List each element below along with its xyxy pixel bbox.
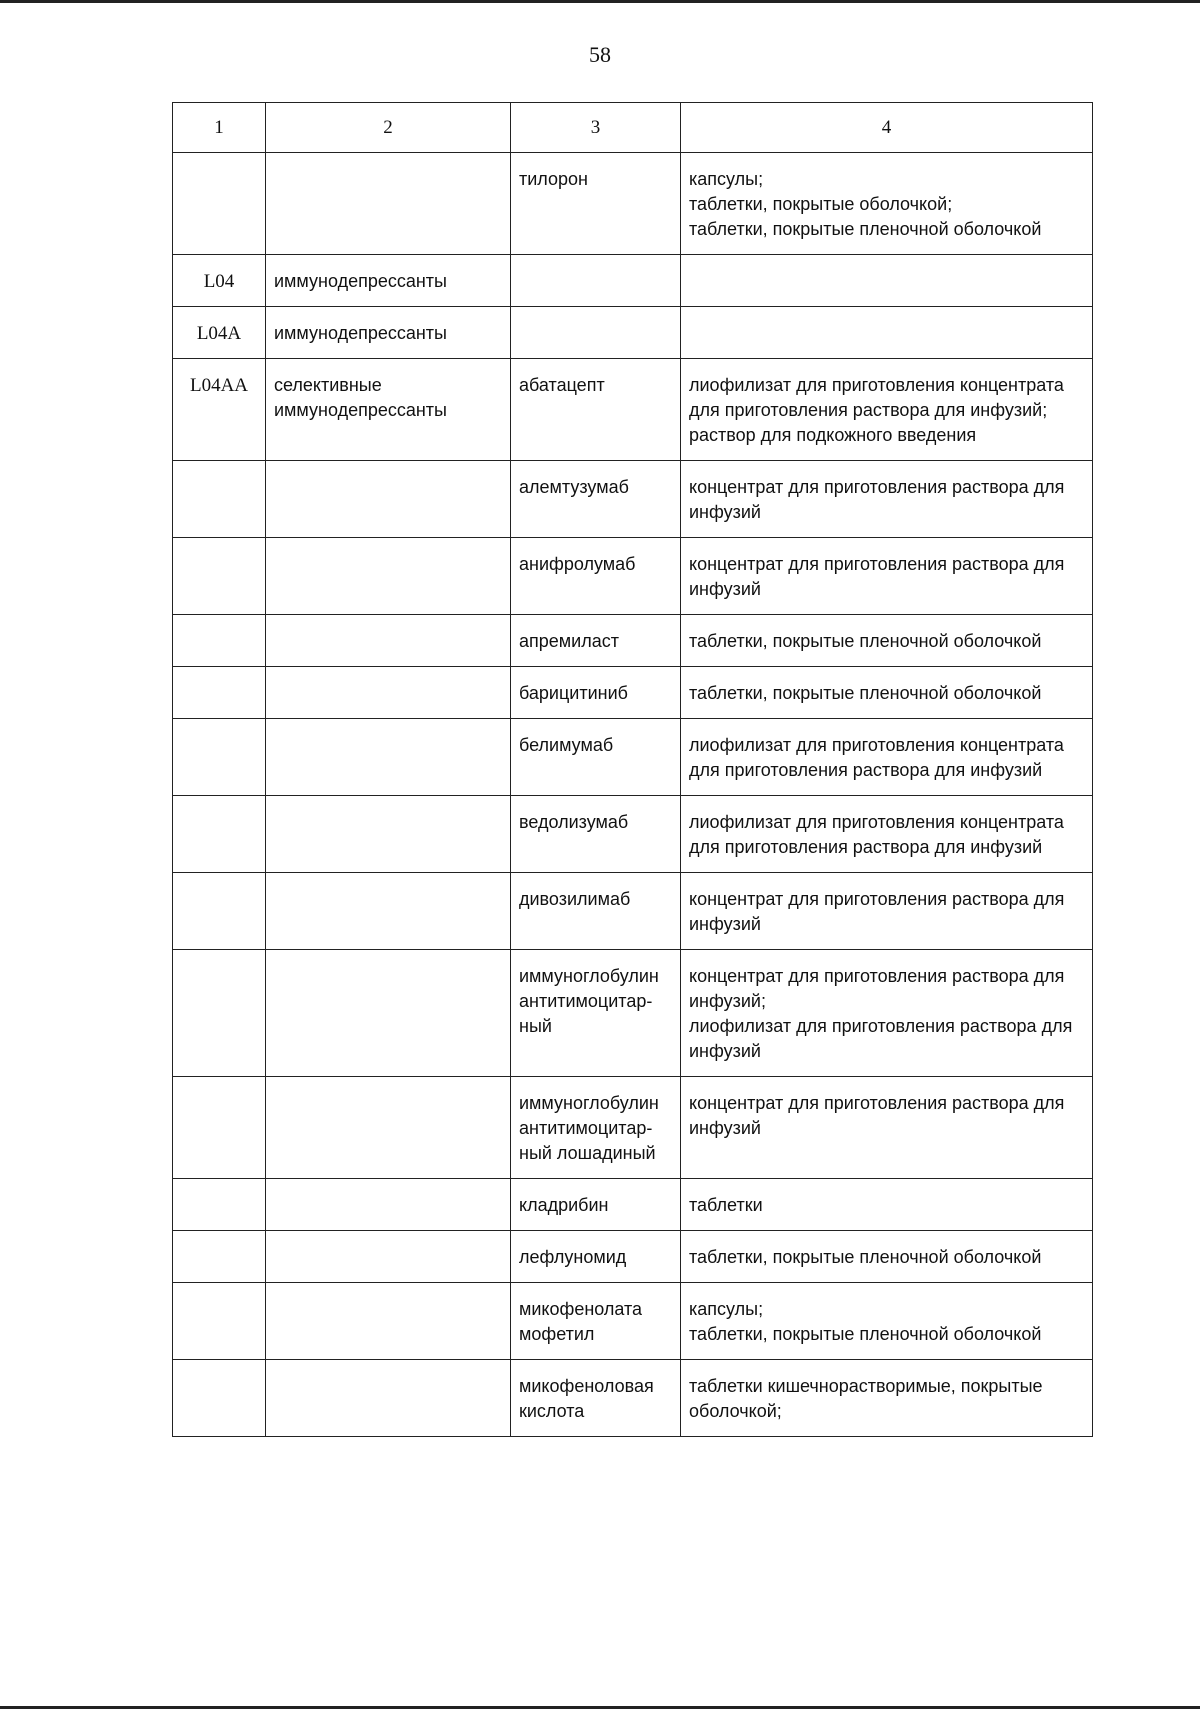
forms-cell: лиофилизат для приготовления концентрата для приготовления раствора для инфузий [681, 719, 1093, 796]
group-cell [266, 153, 511, 255]
drug-cell: лефлуномид [511, 1231, 681, 1283]
forms-cell: таблетки, покрытые пленочной оболочкой [681, 615, 1093, 667]
code-cell [173, 873, 266, 950]
forms-cell: концентрат для приготовления раствора для инфузий [681, 1077, 1093, 1179]
drug-cell: дивозилимаб [511, 873, 681, 950]
group-cell: иммунодепрессанты [266, 307, 511, 359]
group-cell [266, 461, 511, 538]
drug-cell [511, 255, 681, 307]
group-cell: селективные иммунодепрессанты [266, 359, 511, 461]
drug-cell: апремиласт [511, 615, 681, 667]
code-cell [173, 1179, 266, 1231]
forms-cell: лиофилизат для приготовления концентрата для приготовления раствора для инфузий; раствор для подкожного введения [681, 359, 1093, 461]
table-row [173, 1077, 1093, 1179]
header-col-1: 1 [173, 103, 266, 153]
table-row [173, 667, 1093, 719]
drug-cell: тилорон [511, 153, 681, 255]
group-cell [266, 719, 511, 796]
code-cell [173, 950, 266, 1077]
forms-cell: таблетки [681, 1179, 1093, 1231]
code-cell [173, 1231, 266, 1283]
group-cell [266, 1077, 511, 1179]
code-cell [173, 1283, 266, 1360]
table-row [173, 873, 1093, 950]
code-cell [173, 615, 266, 667]
table-row [173, 1360, 1093, 1437]
table-row [173, 538, 1093, 615]
table-row [173, 1283, 1093, 1360]
table-row [173, 1179, 1093, 1231]
table-header-row [173, 103, 1093, 153]
table-row [173, 461, 1093, 538]
code-cell [173, 153, 266, 255]
table-row [173, 307, 1093, 359]
drug-cell: микофенолата мофетил [511, 1283, 681, 1360]
code-cell [173, 1360, 266, 1437]
group-cell [266, 1360, 511, 1437]
code-cell: L04A [173, 307, 266, 359]
forms-cell: концентрат для приготовления раствора для инфузий [681, 461, 1093, 538]
header-col-3: 3 [511, 103, 681, 153]
forms-cell: концентрат для приготовления раствора для инфузий [681, 873, 1093, 950]
code-cell [173, 461, 266, 538]
group-cell [266, 1283, 511, 1360]
code-cell [173, 796, 266, 873]
table-row [173, 950, 1093, 1077]
top-rule [0, 0, 1200, 3]
group-cell [266, 538, 511, 615]
forms-cell: концентрат для приготовления раствора для инфузий; лиофилизат для приготовления раствора для инфузий [681, 950, 1093, 1077]
drug-table [172, 102, 1093, 1437]
forms-cell: таблетки, покрытые пленочной оболочкой [681, 667, 1093, 719]
table-row [173, 615, 1093, 667]
table-row [173, 255, 1093, 307]
table-row [173, 719, 1093, 796]
forms-cell [681, 255, 1093, 307]
forms-cell: таблетки кишечнорастворимые, покрытые оболочкой; [681, 1360, 1093, 1437]
header-col-2: 2 [266, 103, 511, 153]
code-cell [173, 538, 266, 615]
table-row [173, 153, 1093, 255]
forms-cell: концентрат для приготовления раствора для инфузий [681, 538, 1093, 615]
table-row [173, 1231, 1093, 1283]
group-cell [266, 1231, 511, 1283]
group-cell [266, 873, 511, 950]
code-cell: L04AA [173, 359, 266, 461]
drug-cell: иммуноглобулин антитимоцитар- ный лошадиный [511, 1077, 681, 1179]
drug-cell: микофеноловая кислота [511, 1360, 681, 1437]
forms-cell [681, 307, 1093, 359]
table-row [173, 359, 1093, 461]
drug-cell: абатацепт [511, 359, 681, 461]
group-cell: иммунодепрессанты [266, 255, 511, 307]
forms-cell: капсулы; таблетки, покрытые оболочкой; таблетки, покрытые пленочной оболочкой [681, 153, 1093, 255]
table-row [173, 796, 1093, 873]
drug-cell: алемтузумаб [511, 461, 681, 538]
code-cell [173, 719, 266, 796]
drug-cell: иммуноглобулин антитимоцитар- ный [511, 950, 681, 1077]
group-cell [266, 1179, 511, 1231]
group-cell [266, 667, 511, 719]
drug-cell: кладрибин [511, 1179, 681, 1231]
drug-cell: барицитиниб [511, 667, 681, 719]
drug-cell: ведолизумаб [511, 796, 681, 873]
forms-cell: капсулы; таблетки, покрытые пленочной оболочкой [681, 1283, 1093, 1360]
drug-cell: анифролумаб [511, 538, 681, 615]
group-cell [266, 950, 511, 1077]
drug-cell: белимумаб [511, 719, 681, 796]
group-cell [266, 615, 511, 667]
code-cell [173, 667, 266, 719]
forms-cell: таблетки, покрытые пленочной оболочкой [681, 1231, 1093, 1283]
header-col-4: 4 [681, 103, 1093, 153]
group-cell [266, 796, 511, 873]
code-cell [173, 1077, 266, 1179]
forms-cell: лиофилизат для приготовления концентрата для приготовления раствора для инфузий [681, 796, 1093, 873]
drug-table-body [173, 103, 1093, 1437]
drug-cell [511, 307, 681, 359]
code-cell: L04 [173, 255, 266, 307]
page-number: 58 [589, 42, 611, 67]
